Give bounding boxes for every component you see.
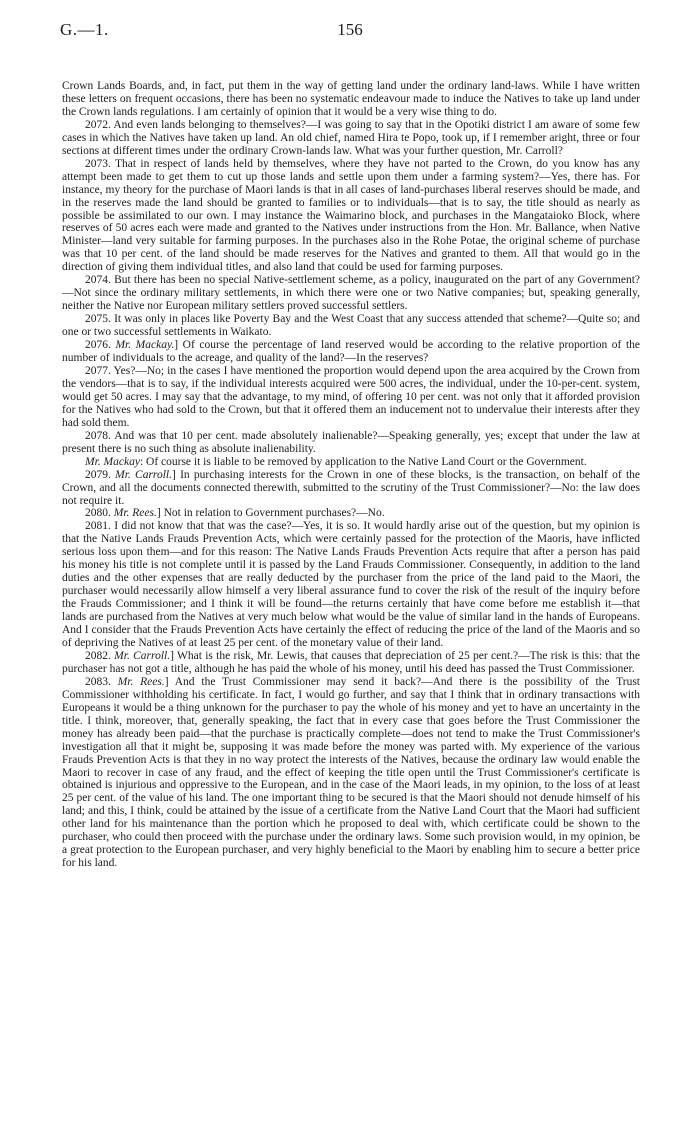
paragraph-2083: 2083. Mr. Rees.] And the Trust Commissioner may send it back?—And there is the possibility of the Trust Commissioner withholding his certificate. In fact, I would go further, and say that I think that in ordinary transactions with Europeans it would be a thing unknown for the purchaser to pay the whole of his money and yet to have an uncertainty in the title. I think, moreover, that, generally speaking, the fact that in every case that goes before the Trust Commissioner the money has already been paid—that the purchase is practically complete—does not tend to make the Trust Commissioner's investigation all that it might be, supposing it was made before the money was parted with. My experience of the various Frauds Prevention Acts is that they in no way protect the interests of the Natives, because the ordinary law would enable the Maori to recover in case of any fraud, and the effect of keeping the title open until the Trust Commissioner's certificate is obtained is injurious and oppressive to the European, and in the case of the Maori leads, in my opinion, to the loss of at least 25 per cent. of the value of his land. The one important thing to be secured is that the Maori should not denude himself of his land; and this, I think, could be attained by the issue of a certificate from the Native Land Court that the Maori had sufficient other land for his maintenance than the portion which he proposed to deal with, which certificate could be shown to the purchaser, who could then proceed with the purchase under the ordinary laws. Some such provision would, in my opinion, be a great protection to the European purchaser, and very highly beneficial to the Maori by enabling him to secure a better price for his land. [62,675,641,870]
speaker-name: Mr. Rees. [117,675,165,688]
paragraph-2073: 2073. That in respect of lands held by themselves, where they have not parted to the Crown, do you know has any attempt been made to get them to cut up those lands and settle upon them under a farming system?—Yes, there has. For instance, my theory for the purchase of Maori lands is that in all cases of land-purchases liberal reserves should be made, and in the reserves made the land should be granted to families or to individuals—that is to say, the title should as nearly as possible be assimilated to our own. I may instance the Waimarino block, and purchases in the Mangataioko Block, where reserves of 50 acres each were made and granted to the Natives under instructions from the Hon. Mr. Ballance, when Native Minister—land very suitable for farming purposes. In the purchases also in the Rohe Potae, the original scheme of purchase was that 10 per cent. of the land should be made reserves for the Natives and granted to them. All that would go in the direction of giving them individual titles, and also land that could be used for farming purposes. [62,157,640,274]
speaker-name: Mr. Rees. [113,507,157,520]
paragraph-2080: 2080. Mr. Rees.] Not in relation to Government purchases?—No. [85,507,385,520]
page-header [60,20,640,50]
paragraph-2081: 2081. I did not know that that was the case?—Yes, it is so. It would hardly arise out of the question, but my opinion is that the Native Lands Frauds Prevention Acts, which were certainly passed for the protection of the Maoris, have inflicted serious loss upon them—and for this reason: The Native Lands Frauds Prevention Acts require that after a person has paid his money his title is not complete until it is passed by the Land Frauds Commissioner. Consequently, in addition to the land duties and the other expenses that are really deducted by the purchaser from the price of the land paid to the Maori, the purchaser would necessarily allow himself a very liberal assurance fund to cover the risk of the result of the inquiry before the Frauds Commissioner; and I think it will be found—the returns certainly that have come before me establish it—that lands are purchased from the Natives at very much below what would be the value of similar land in the hands of Europeans. And I consider that the Frauds Prevention Acts have certainly the effect of reducing the price of the land of the Maoris and so of depriving the Natives of at least 25 per cent. of the monetary value of their land. [62,520,640,649]
document-body [62,80,640,870]
speaker-name: Mr. Carroll. [114,649,171,662]
paragraph-2079: 2079. Mr. Carroll.] In purchasing interests for the Crown in one of these blocks, is the transaction, on behalf of the Crown, and all the documents connected therewith, submitted to the scrutiny of the Trust Commissioner?—No: the law does not require it. [62,468,640,507]
paragraph-2076: 2076. Mr. Mackay.] Of course the percentage of land reserved would be according to the relative proportion of the number of individuals to the acreage, and quality of the land?—In the reserves? [62,339,640,365]
paragraph-2078: 2078. And was that 10 per cent. made absolutely inalienable?—Speaking generally, yes; except that under the law at present there is no such thing as absolute inalienability. [62,429,640,455]
paragraph-2074: 2074. But there has been no special Native-settlement scheme, as a policy, inaugurated on the part of any Government?—Not since the ordinary military settlements, in which there were one or two Native companies; but, speaking generally, neither the Native nor European military settlers proved successful settlers. [62,274,640,313]
page-number: 156 [337,20,363,39]
paragraph-2075: 2075. It was only in places like Poverty Bay and the West Coast that any success attended that scheme?—Quite so; and one or two successful settlements in Waikato. [62,313,640,339]
paragraph-2077: 2077. Yes?—No; in the cases I have mentioned the proportion would depend upon the area acquired by the Crown from the vendors—that is to say, if the individual interests acquired were 500 acres, the individual, under the 10-per-cent. system, would get 50 acres. I may say that the advantage, to my mind, of offering 10 per cent. was not only that it afforded provision for the Natives who had sold to the Crown, but that it offered them an inducement not to undervalue their interests after they had sold them. [62,364,640,429]
speaker-name: Mr. Mackay. [115,339,175,352]
speaker-name: Mr. Carroll. [115,468,172,481]
speaker-name: Mr. Mackay [85,455,140,468]
paragraph-mackay-remark: Mr. Mackay: Of course it is liable to be removed by application to the Native Land Court or the Government. [85,455,587,468]
sheet-reference: G.—1. [60,20,109,39]
paragraph-2072: 2072. And even lands belonging to themselves?—I was going to say that in the Opotiki district I am aware of some few cases in which the Natives have taken up land. An old chief, named Hira te Popo, took up, if I remember aright, three or four sections at different times under the ordinary Crown-lands law. What was your further question, Mr. Carroll? [62,118,640,157]
paragraph-2082: 2082. Mr. Carroll.] What is the risk, Mr. Lewis, that causes that depreciation of 25 per cent.?—The risk is this: that the purchaser has not got a title, although he has paid the whole of his money, until his deed has passed the Trust Commissioner. [62,649,640,675]
paragraph-continuation: Crown Lands Boards, and, in fact, put them in the way of getting land under the ordinary land-laws. While I have written these letters on frequent occasions, there has been no systematic endeavour made to induce the Natives to take up land under the Crown lands regulations. I am certainly of opinion that it would be a very wise thing to do. [62,80,640,118]
